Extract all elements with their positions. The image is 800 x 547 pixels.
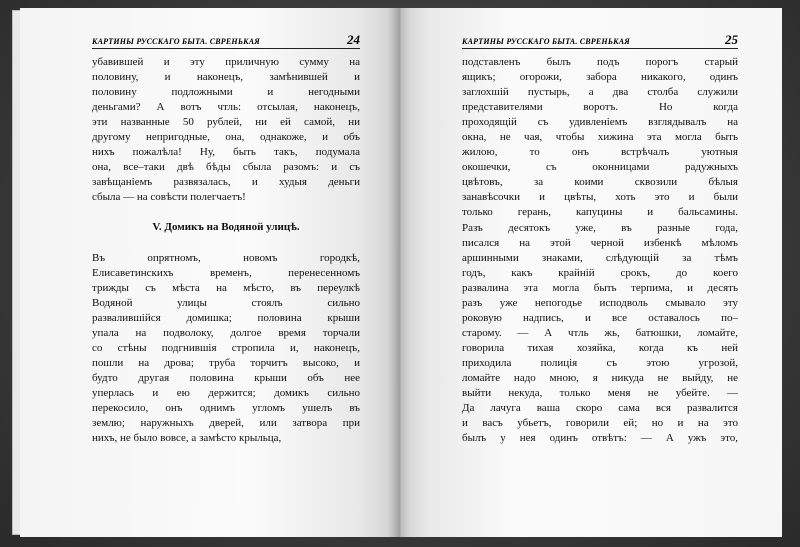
blank-line [92,205,360,220]
text-line: ящикъ; огорожи, забора никакого, одинъ [462,71,738,84]
text-line: упала на подволоку, долгое время торчали [92,326,360,339]
text-line: окошечки, съ оконницами радужныхъ [462,161,738,174]
text-line: завѣщаніемъ развязалась, и худыя деньги [92,176,360,189]
text-line: годъ, какъ крайній срокъ, до коего [462,266,738,279]
page-number: 24 [347,32,360,47]
text-line: трижды съ мѣста на мѣсто, въ переулкѣ [92,281,360,294]
text-line: развалившійся домишка; половина крыши [92,311,360,324]
right-page-header [462,30,738,49]
text-line: занавѣсочки и цвѣты, хоть это и были [462,191,738,204]
text-line: окна, не чая, чтобы хижина эта могла быть [462,131,738,144]
text-line: былъ у нея одинъ отвѣтъ: — А ужъ это, [462,432,738,445]
text-line: нихъ, не было вовсе, а замѣсто крыльца, [92,432,282,445]
text-line: цвѣтовъ, за коими сквозили бѣлыя [462,176,738,189]
text-line: подставленъ былъ подъ порогъ старый [462,56,738,68]
text-line: проходящій съ удивленіемъ взглядывалъ на [462,116,738,129]
text-line: другому непригодные, она, однакоже, и объ [92,131,360,144]
text-line: заглохшій пустырь, а два столба служили [462,86,738,99]
text-line: разъ уже непогодье исподволь смывало эту [462,296,738,309]
left-page-header [92,30,360,49]
text-line: со стѣны подгнившія стропила и, наконецъ, [92,341,360,354]
text-line: Въ опрятномъ, новомъ городкѣ, [92,251,360,264]
text-line: она, все–таки двѣ бѣды сбыла разомъ: и съ [92,161,360,174]
text-line: старому. — А чтль жь, батюшки, ломайте, [462,326,738,339]
text-line: убавившей и эту приличную сумму на [92,56,360,68]
text-line: только герань, капуцины и бальсамины. [462,206,738,219]
text-line: представителями воротъ. Но когда [462,101,738,114]
text-line: ломайте надо мною, я никуда не выйду, не [462,371,738,384]
text-line: перекосило, онъ однимъ угломъ ушелъ въ [92,401,360,414]
text-line: пошли на дрова; труба торчитъ высоко, и [92,356,360,369]
running-title: КАРТИНЫ РУССКАГО БЫТА. СВРЕНЬКАЯ [92,37,260,46]
left-page[interactable] [20,8,398,537]
text-line: писался на этой черной избенкѣ мѣломъ [462,236,738,249]
text-line: будто другая половина крыши объ нее [92,371,360,384]
text-line: Елисаветинскихъ временъ, перенесенномъ [92,266,360,279]
text-line: уперлась и ею держится; домикъ сильно [92,386,360,399]
text-line: деньгами? А вотъ чтль: отсылая, наконецъ, [92,101,360,114]
text-line: и васъ убьетъ, говорили ей; но и на это [462,417,738,430]
text-line: землю; наружныхъ дверей, или затвора при [92,417,360,430]
page-number: 25 [725,32,738,47]
text-line: выйти некуда, только меня не убейте. — [462,387,738,400]
text-line: половину подложными и негодными [92,86,360,99]
text-line: Да лачуга ваша скоро сама вся развалится [462,402,738,415]
section-heading: V. Домикъ на Водяной улицѣ. [152,221,300,234]
running-title: КАРТИНЫ РУССКАГО БЫТА. СВРЕНЬКАЯ [462,37,630,46]
text-line: говорила тихая хозяйка, когда къ ней [462,341,738,354]
text-line: приходила полиція съ этою угрозой, [462,356,738,369]
right-page[interactable] [398,8,782,537]
right-page-text [462,55,738,446]
blank-line [92,236,360,251]
text-line: эти названные 50 рублей, ни ей самой, ни [92,116,360,129]
text-line: половину, и наконецъ, замѣнившей и [92,71,360,84]
text-line: роковую надпись, и все оставалось по– [462,311,738,324]
text-line: сбыла — на совѣсти полегчаетъ! [92,191,246,204]
text-line: развалина эта могла быть терпима, и десять [462,281,738,294]
left-page-text [92,55,360,446]
text-line: аршинными знаками, слѣдующій за тѣмъ [462,251,738,264]
text-line: нихъ пожалѣла! Ну, быть такъ, подумала [92,146,360,159]
text-line: Разъ десятокъ уже, въ разные года, [462,221,738,234]
text-line: Водяной улицы стоялъ сильно [92,296,360,309]
text-line: жилою, то онъ встрѣчалъ уютныя [462,146,738,159]
